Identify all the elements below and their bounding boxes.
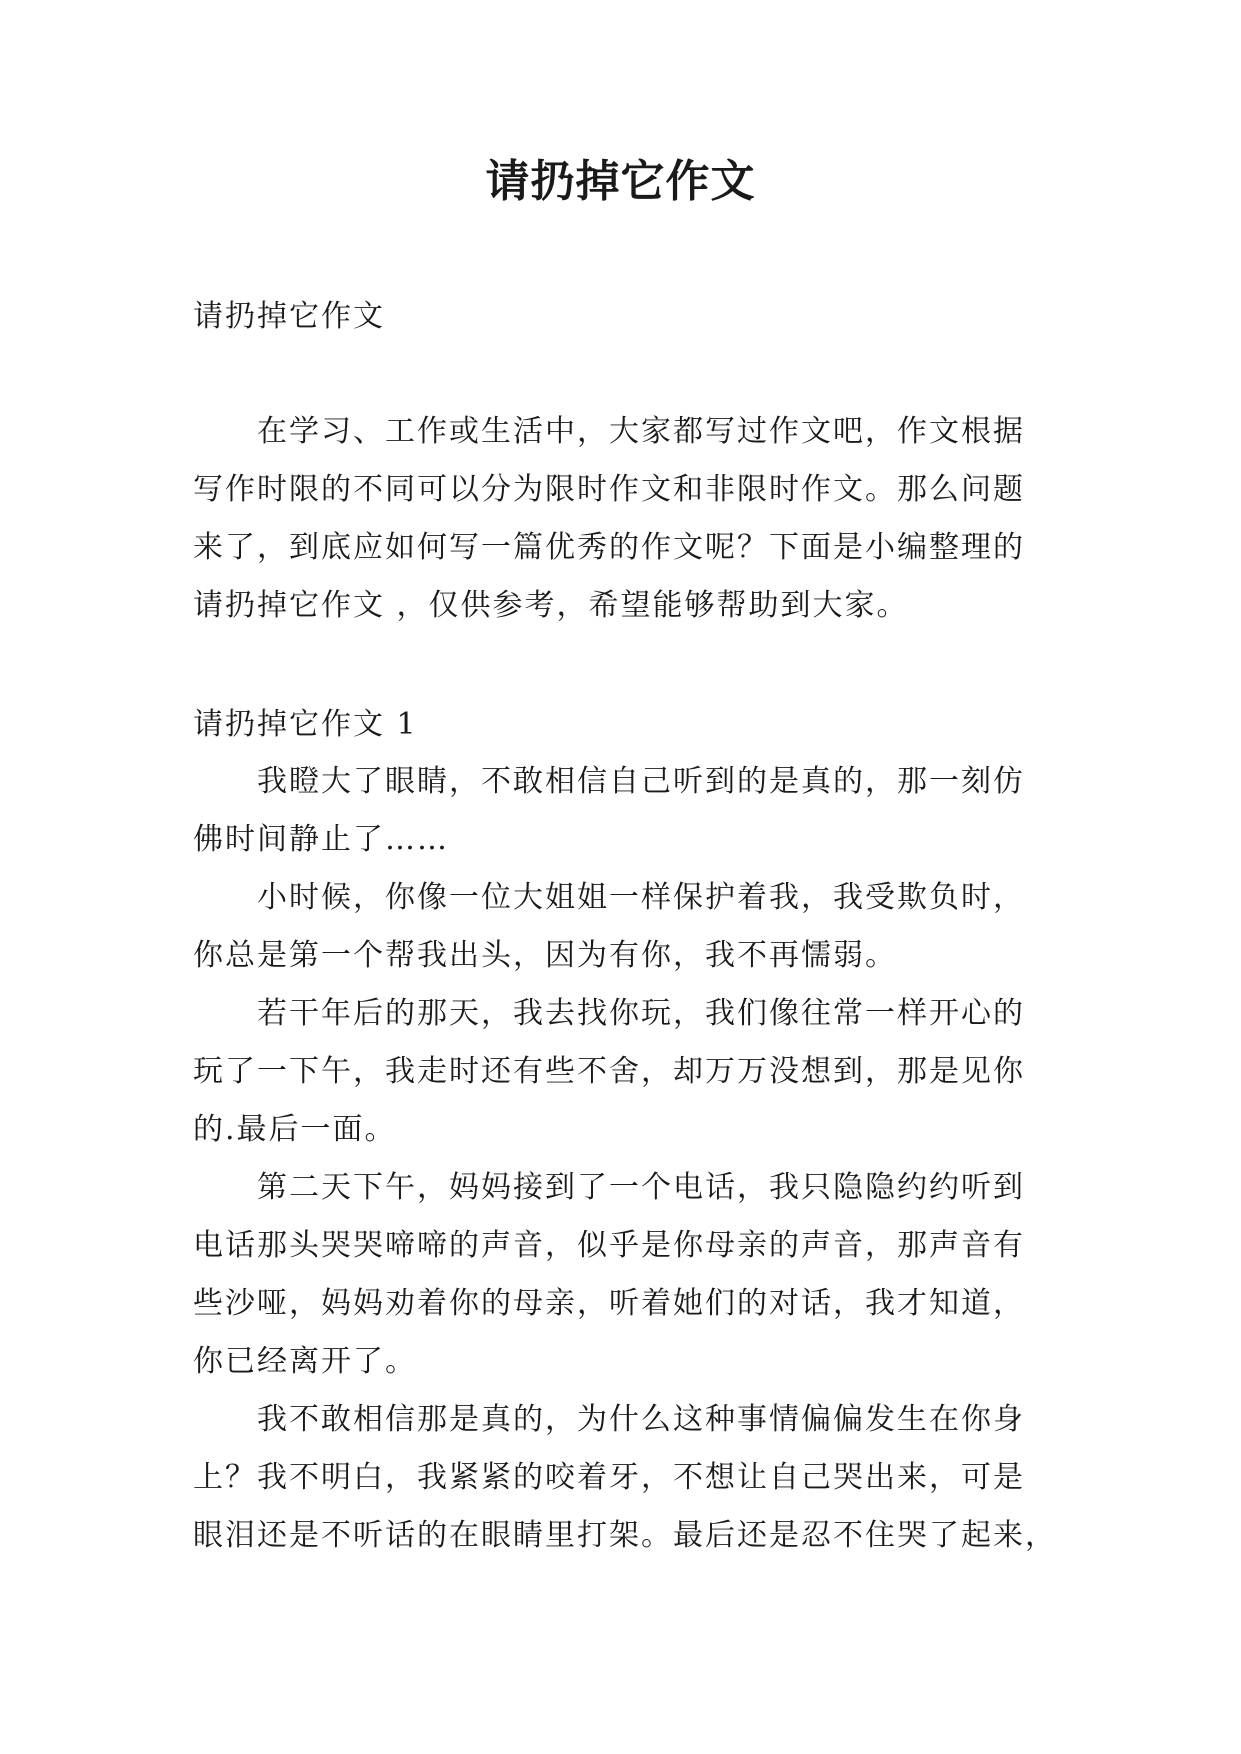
body-line: 你总是第一个帮我出头，因为有你，我不再懦弱。 xyxy=(193,938,897,973)
intro-line: 来了，到底应如何写一篇优秀的作文呢？下面是小编整理的 xyxy=(193,530,1025,565)
body-line: 你已经离开了。 xyxy=(193,1344,417,1379)
body-line: 我瞪大了眼睛，不敢相信自己听到的是真的，那一刻仿 xyxy=(257,764,1025,799)
body-line: 眼泪还是不听话的在眼睛里打架。最后还是忍不住哭了起来， xyxy=(193,1518,1057,1553)
document-title: 请扔掉它作文 xyxy=(485,156,756,207)
essay-body xyxy=(193,753,1057,1565)
intro-line: 写作时限的不同可以分为限时作文和非限时作文。那么问题 xyxy=(193,472,1025,507)
body-line: 的.最后一面。 xyxy=(193,1112,397,1147)
body-line: 若干年后的那天，我去找你玩，我们像往常一样开心的 xyxy=(257,996,1025,1031)
body-line: 第二天下午，妈妈接到了一个电话，我只隐隐约约听到 xyxy=(257,1170,1025,1205)
body-line: 佛时间静止了…… xyxy=(193,822,449,857)
body-line: 小时候，你像一位大姐姐一样保护着我，我受欺负时， xyxy=(257,880,1025,915)
body-line: 些沙哑，妈妈劝着你的母亲，听着她们的对话，我才知道， xyxy=(193,1286,1025,1321)
body-line: 电话那头哭哭啼啼的声音，似乎是你母亲的声音，那声音有 xyxy=(193,1228,1025,1263)
body-line: 上？我不明白，我紧紧的咬着牙，不想让自己哭出来，可是 xyxy=(193,1460,1025,1495)
intro-line: 在学习、工作或生活中，大家都写过作文吧，作文根据 xyxy=(257,414,1025,449)
document-subtitle: 请扔掉它作文 xyxy=(193,299,385,334)
section-heading: 请扔掉它作文 1 xyxy=(193,707,418,742)
body-line: 我不敢相信那是真的，为什么这种事情偏偏发生在你身 xyxy=(257,1402,1025,1437)
intro-line: 请扔掉它作文 ，仅供参考，希望能够帮助到大家。 xyxy=(193,588,909,623)
intro-paragraph xyxy=(193,403,1053,635)
body-line: 玩了一下午，我走时还有些不舍，却万万没想到，那是见你 xyxy=(193,1054,1025,1089)
